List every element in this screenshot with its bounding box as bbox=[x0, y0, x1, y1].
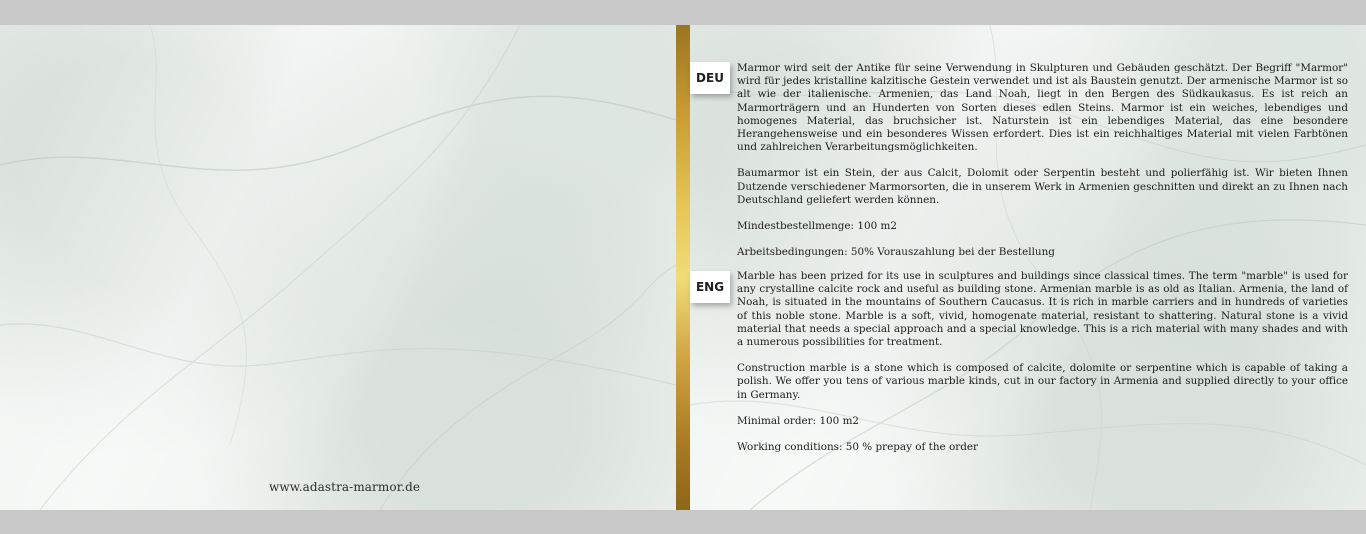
marble-veins-left bbox=[0, 25, 676, 510]
language-tag-deu: DEU bbox=[690, 62, 730, 94]
english-paragraph-intro: Marble has been prized for its use in sculptures and buildings since classical times. The term "marble" is used for any crystalline calcite rock and useful as building stone. Armenian marble is as old as Italian. Armenia, the land of Noah, is situated in the mountains of Southern Caucasus. It is rich in marble carriers and in hundreds of varieties of this noble stone. Marble is a soft, vivid, homogenate material, resistant to shattering. Natural stone is a vivid material that needs a special approach and a special knowledge. This is a rich material with many shades and with a numerous possibilities for treatment. bbox=[737, 270, 1348, 349]
english-working-conditions: Working conditions: 50 % prepay of the order bbox=[737, 441, 978, 454]
english-paragraph-offer: Construction marble is a stone which is composed of calcite, dolomite or serpentine which is capable of taking a polish. We offer you tens of various marble kinds, cut in our factory in Armenia and supplied directly to your office in Germany. bbox=[737, 362, 1348, 401]
website-url: www.adastra-marmor.de bbox=[269, 480, 421, 494]
german-paragraph-intro: Marmor wird seit der Antike für seine Verwendung in Skulpturen und Gebäuden geschätzt. Der Begriff "Marmor" wird für jedes kristalline kalzitische Gestein verwendet und ist als Baustein genutzt. Der armenische Marmor ist so alt wie der italienische. Armenien, das Land Noah, liegt in den Bergen des Südkaukasus. Es ist reich an Marmorträgern und an Hunderten von Sorten dieses edlen Steins. Marmor ist ein weiches, lebendiges und homogenes Material, das bruchsicher ist. Naturstein ist ein lebendiges Material, das eine besondere Herangehensweise und ein besonderes Wissen erfordert. Dies ist ein reichhaltiges Material mit vielen Farbtönen und zahlreichen Verarbeitungsmöglichkeiten. bbox=[737, 62, 1348, 154]
german-paragraph-offer: Baumarmor ist ein Stein, der aus Calcit, Dolomit oder Serpentin besteht und polierfähig ist. Wir bieten Ihnen Dutzende verschiedener Marmorsorten, die in unserem Werk in Armenien geschnitten und direkt an zu Ihnen nach Deutschland geliefert werden können. bbox=[737, 167, 1348, 206]
left-page bbox=[0, 25, 676, 510]
german-text-block bbox=[737, 62, 1348, 272]
language-tag-eng: ENG bbox=[690, 271, 730, 303]
english-text-block bbox=[737, 270, 1348, 467]
english-min-order: Minimal order: 100 m2 bbox=[737, 414, 860, 427]
german-working-conditions: Arbeitsbedingungen: 50% Vorauszahlung bei der Bestellung bbox=[737, 246, 1055, 259]
german-min-order: Mindestbestellmenge: 100 m2 bbox=[737, 220, 897, 233]
gold-spine bbox=[676, 25, 690, 510]
